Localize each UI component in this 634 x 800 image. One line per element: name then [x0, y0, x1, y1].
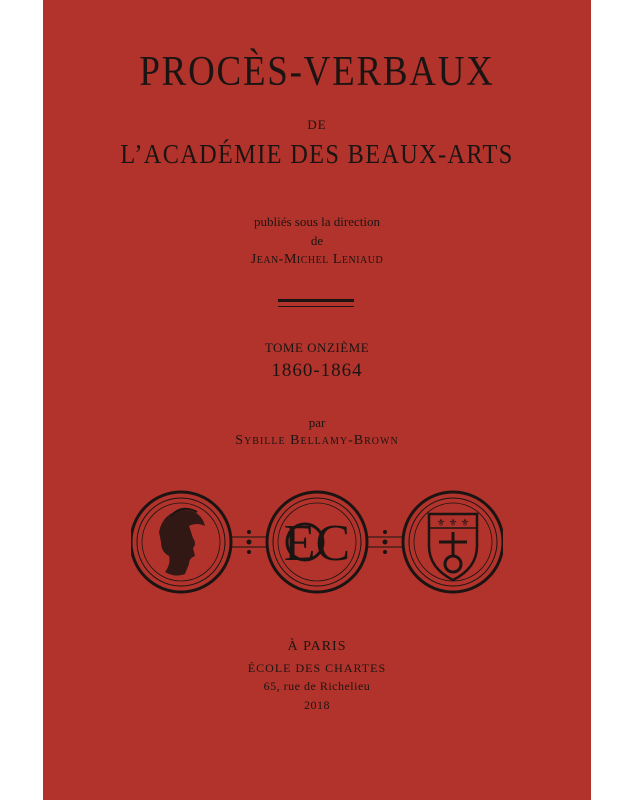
author-name: Sybille Bellamy-Brown: [235, 433, 399, 448]
divider-thick: [278, 299, 354, 302]
svg-text:⚜: ⚜: [436, 518, 446, 529]
published-under-label: publiés sous la direction: [253, 214, 380, 229]
divider-thin: [278, 306, 354, 307]
monogram-letters: EC: [283, 515, 351, 572]
cover-subtitle: L’ACADÉMIE DES BEAUX-ARTS: [120, 139, 514, 169]
publication-place: À PARIS: [287, 639, 347, 654]
minerva-medallion-icon: [131, 492, 231, 592]
svg-text:⚜: ⚜: [460, 518, 470, 529]
emblem-row: [131, 486, 503, 598]
shield-medallion-icon: [403, 492, 503, 592]
svg-text:⚜: ⚜: [448, 518, 458, 529]
ec-monogram-medallion-icon: [267, 492, 367, 592]
publication-year: 2018: [304, 698, 330, 712]
volume-label: TOME ONZIÈME: [264, 340, 370, 355]
director-connector: de: [310, 233, 324, 248]
title-connector: DE: [307, 117, 327, 132]
director-name: Jean-Michel Leniaud: [250, 252, 384, 267]
cover-title: PROCÈS-VERBAUX: [139, 49, 495, 95]
book-cover: [43, 0, 591, 800]
publisher-name: ÉCOLE DES CHARTES: [247, 661, 387, 675]
volume-years: 1860-1864: [271, 360, 363, 381]
publisher-address: 65, rue de Richelieu: [263, 679, 371, 693]
author-connector: par: [308, 415, 326, 430]
